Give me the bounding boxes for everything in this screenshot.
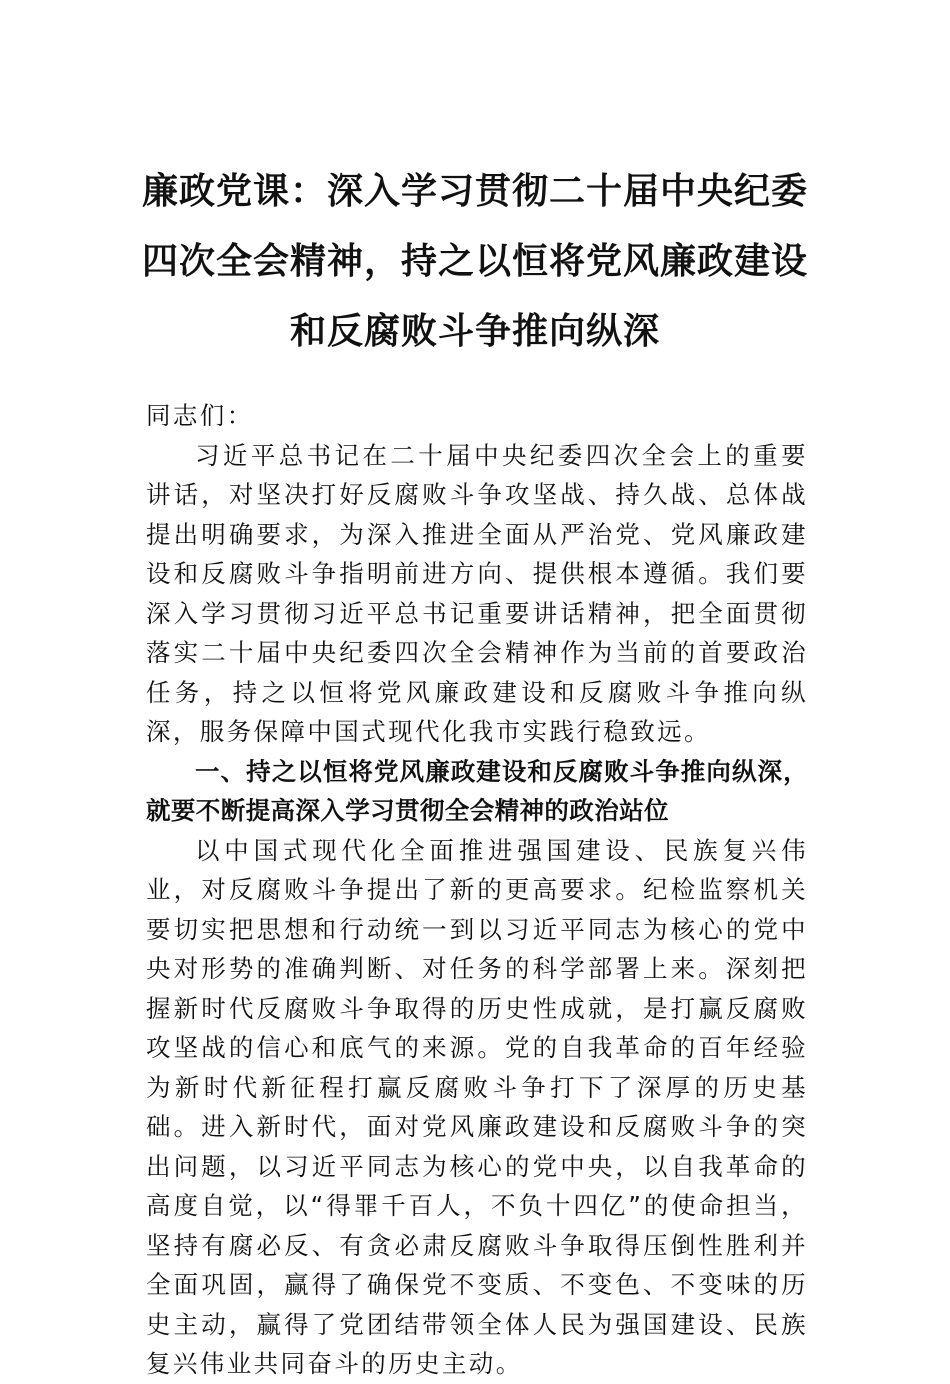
body-paragraph-2: 以中国式现代化全面推进强国建设、民族复兴伟业，对反腐败斗争提出了新的更高要求。纪检监察机关要切实把思想和行动统一到以习近平同志为核心的党中央对形势的准确判断、对任务的科学部署上来。深刻把握新时代反腐败斗争取得的历史性成就，是打赢反腐败攻坚战的信心和底气的来源。党的自我革命的百年经验为新时代新征程打赢反腐败斗争打下了深厚的历史基础。进入新时代，面对党风廉政建设和反腐败斗争的突出问题，以习近平同志为核心的党中央，以自我革命的高度自觉，以“得罪千百人，不负十四亿”的使命担当，坚持有腐必反、有贪必肃反腐败斗争取得压倒性胜利并全面巩固，赢得了确保党不变质、不变色、不变味的历史主动，赢得了党团结带领全体人民为强国建设、民族复兴伟业共同奋斗的历史主动。	[146, 835, 808, 1378]
salutation: 同志们：	[146, 401, 254, 430]
title-line-1: 廉政党课：深入学习贯彻二十届中央纪委	[141, 170, 808, 212]
title-line-3: 和反腐败斗争推向纵深	[289, 310, 660, 352]
document-body	[146, 396, 808, 1384]
body-paragraph-1: 习近平总书记在二十届中央纪委四次全会上的重要讲话，对坚决打好反腐败斗争攻坚战、持久战、总体战提出明确要求，为深入推进全面从严治党、党风廉政建设和反腐败斗争指明前进方向、提供根本遵循。我们要深入学习贯彻习近平总书记重要讲话精神，把全面贯彻落实二十届中央纪委四次全会精神作为当前的首要政治任务，持之以恒将党风廉政建设和反腐败斗争推向纵深，服务保障中国式现代化我市实践行稳致远。	[146, 440, 808, 746]
document-title	[120, 156, 830, 366]
section-heading-1: 一、持之以恒将党风廉政建设和反腐败斗争推向纵深，就要不断提高深入学习贯彻全会精神的政治站位	[146, 756, 808, 825]
title-line-2: 四次全会精神，持之以恒将党风廉政建设	[141, 240, 808, 282]
